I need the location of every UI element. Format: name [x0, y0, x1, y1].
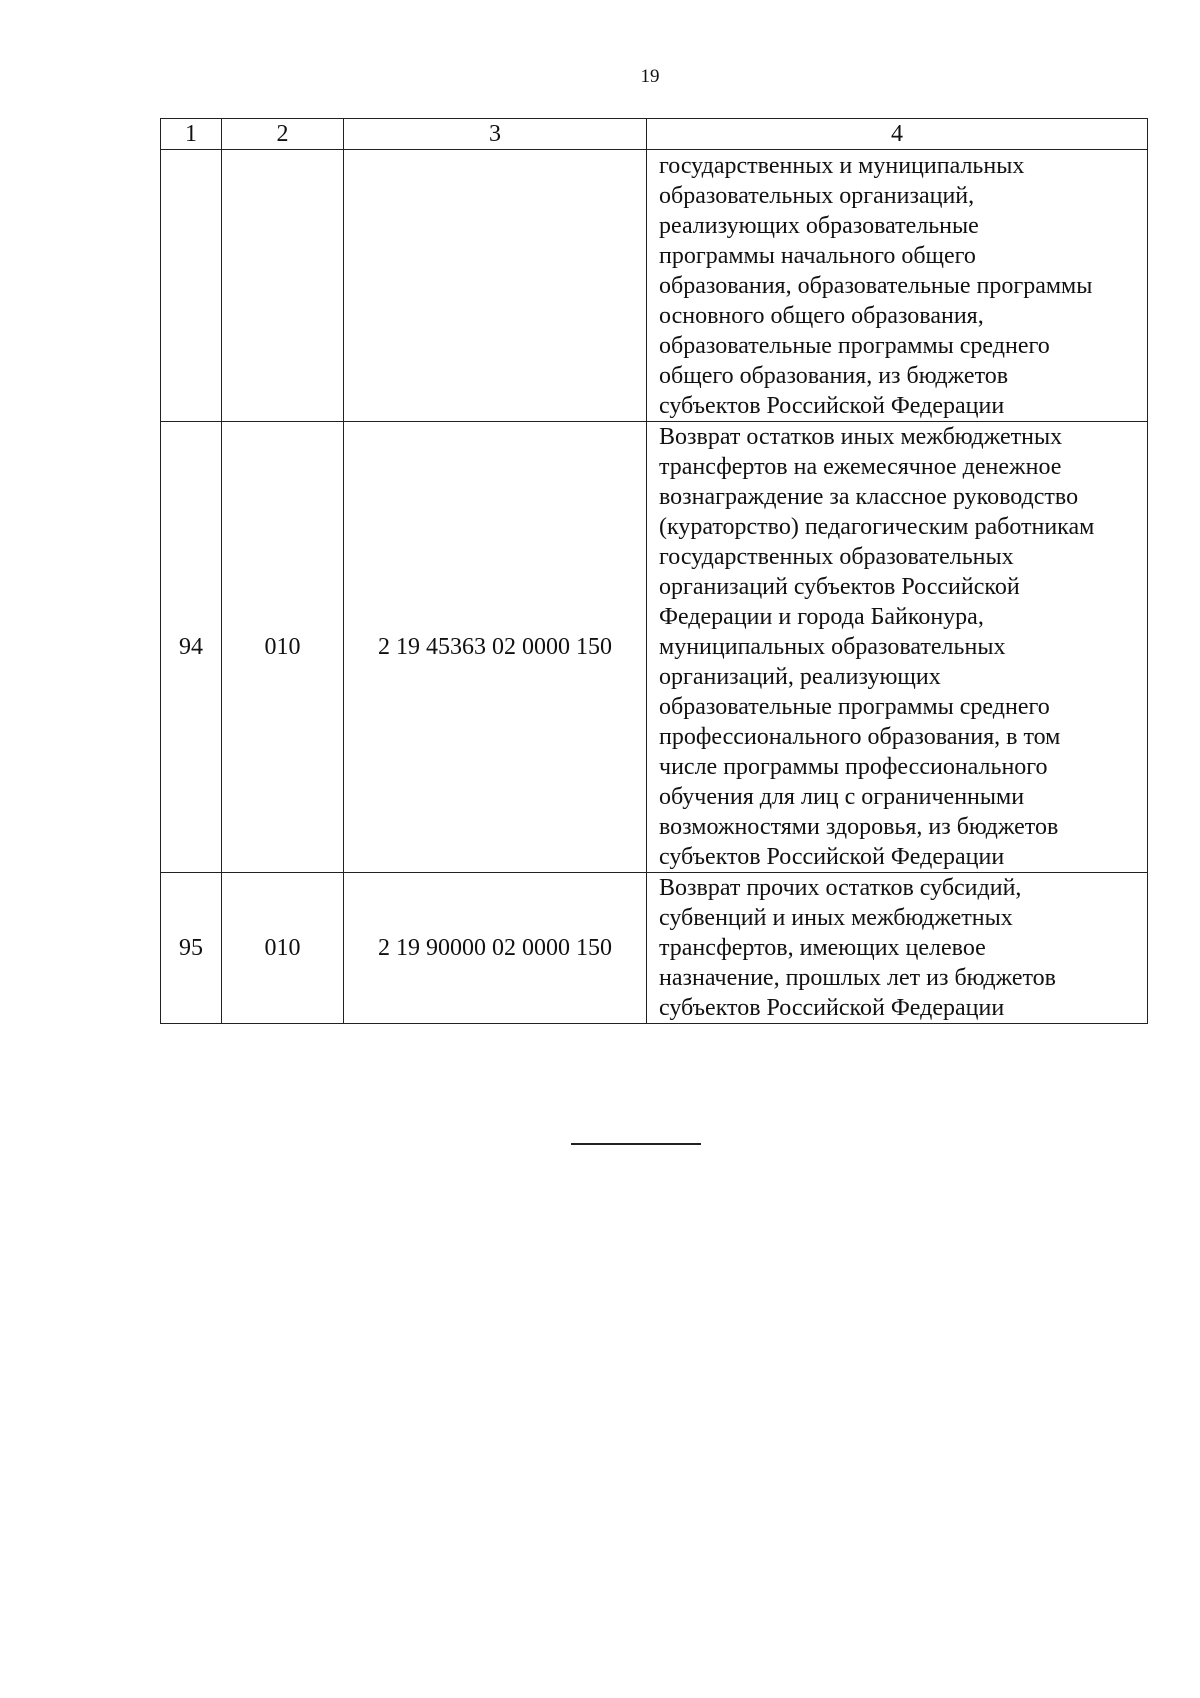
description-line: образовательные программы среднего — [659, 694, 1050, 720]
page-number: 19 — [640, 66, 660, 87]
description-line: образования, образовательные программы — [659, 272, 1093, 299]
column-header-4: 4 — [647, 119, 1148, 150]
budget-classification-code-cell — [344, 150, 647, 422]
description-line: реализующих образовательные — [659, 212, 979, 239]
description-line: образовательных организаций, — [659, 182, 975, 209]
column-header-1: 1 — [161, 119, 222, 150]
closing-rule — [571, 1143, 701, 1145]
table-row — [161, 150, 1148, 422]
description-cell — [647, 150, 1148, 422]
table-row — [161, 422, 1148, 873]
description-line: Федерации и города Байконура, — [659, 604, 984, 630]
description-line: образовательные программы среднего — [659, 332, 1050, 359]
row-number-cell: 94 — [161, 422, 222, 873]
description-line: возможностями здоровья, из бюджетов — [659, 814, 1059, 840]
description-line: назначение, прошлых лет из бюджетов — [659, 965, 1056, 991]
description-cell — [647, 422, 1148, 873]
admin-code-cell — [222, 150, 344, 422]
table-header-row — [161, 119, 1148, 150]
table-body — [161, 119, 1148, 1024]
column-header-2: 2 — [222, 119, 344, 150]
description-line: субъектов Российской Федерации — [659, 392, 1005, 419]
description-line: числе программы профессионального — [659, 754, 1048, 780]
description-line: программы начального общего — [659, 242, 976, 269]
description-line: обучения для лиц с ограниченными — [659, 784, 1025, 810]
description-cell — [647, 873, 1148, 1024]
column-header-3: 3 — [344, 119, 647, 150]
description-line: государственных и муниципальных — [659, 152, 1025, 179]
revenue-codes-table — [160, 118, 1148, 1024]
row-number-cell — [161, 150, 222, 422]
row-number-cell: 95 — [161, 873, 222, 1024]
admin-code-cell: 010 — [222, 873, 344, 1024]
description-line: вознаграждение за классное руководство — [659, 484, 1079, 510]
description-line: Возврат остатков иных межбюджетных — [659, 424, 1063, 450]
description-line: общего образования, из бюджетов — [659, 362, 1009, 389]
description-line: основного общего образования, — [659, 302, 984, 329]
description-line: субъектов Российской Федерации — [659, 844, 1005, 870]
budget-classification-code-cell: 2 19 45363 02 0000 150 — [344, 422, 647, 873]
description-line: государственных образовательных — [659, 544, 1014, 570]
description-line: профессионального образования, в том — [659, 724, 1061, 750]
description-line: Возврат прочих остатков субсидий, — [659, 875, 1022, 901]
description-line: субъектов Российской Федерации — [659, 995, 1005, 1021]
admin-code-cell: 010 — [222, 422, 344, 873]
description-line: трансфертов на ежемесячное денежное — [659, 454, 1062, 480]
table-row — [161, 873, 1148, 1024]
description-line: организаций, реализующих — [659, 664, 941, 690]
description-line: (кураторство) педагогическим работникам — [659, 514, 1095, 540]
budget-classification-code-cell: 2 19 90000 02 0000 150 — [344, 873, 647, 1024]
description-line: трансфертов, имеющих целевое — [659, 935, 986, 961]
description-line: субвенций и иных межбюджетных — [659, 905, 1013, 931]
description-line: организаций субъектов Российской — [659, 574, 1020, 600]
description-line: муниципальных образовательных — [659, 634, 1006, 660]
